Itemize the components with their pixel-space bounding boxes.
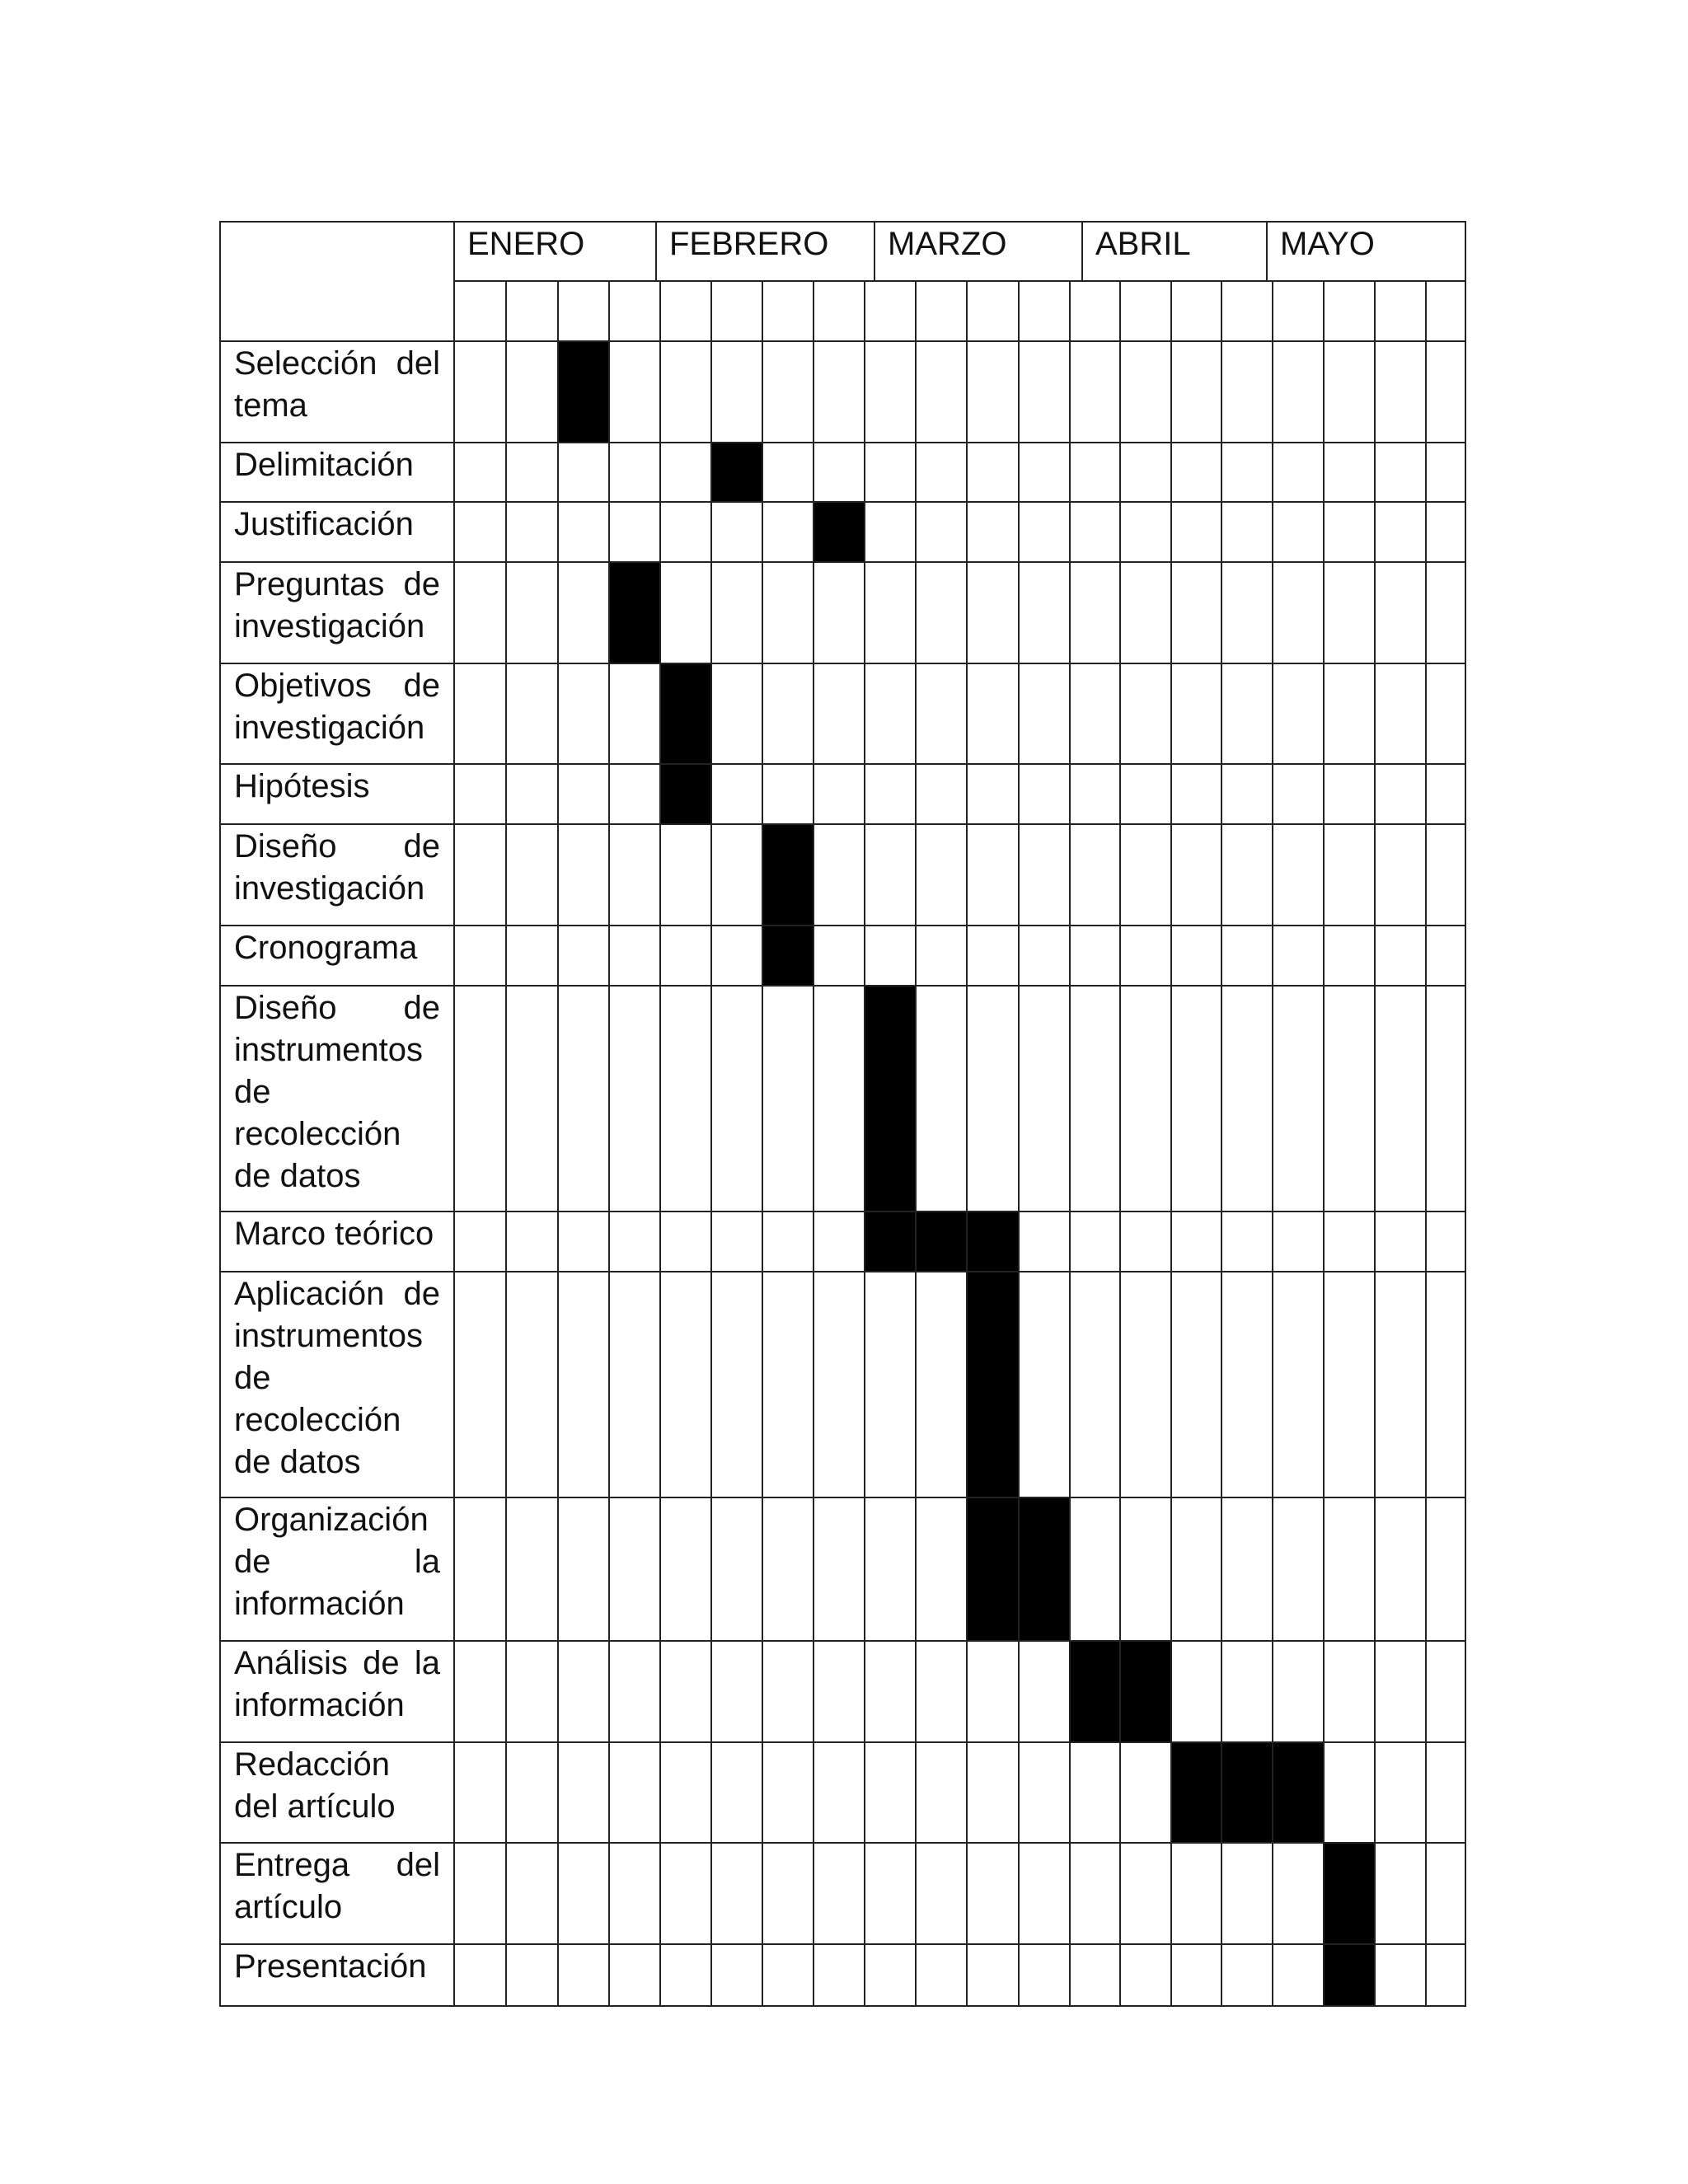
label-column-divider <box>453 221 455 2007</box>
month-divider <box>874 221 875 281</box>
month-divider <box>1266 221 1268 281</box>
task-row-line <box>219 501 1466 503</box>
header-bottom-line <box>219 340 1466 342</box>
week-column-line <box>762 281 763 2007</box>
table-border-right <box>1465 221 1466 2007</box>
month-label-febrero: FEBRERO <box>669 226 829 262</box>
gantt-bar-cell <box>865 1212 916 1272</box>
gantt-bar-cell <box>1019 1497 1070 1641</box>
task-label: Hipótesis <box>234 768 370 804</box>
task-row-line <box>219 985 1466 987</box>
week-column-line <box>710 281 712 2007</box>
week-column-line <box>1119 281 1121 2007</box>
month-label-enero: ENERO <box>467 226 585 262</box>
gantt-bar-cell <box>967 1272 1019 1497</box>
table-border-bottom <box>219 2005 1466 2007</box>
week-column-line <box>1425 281 1427 2007</box>
task-label: Preguntas de investigación <box>234 566 440 644</box>
task-label: Objetivos de investigación <box>234 668 440 746</box>
task-row-line <box>219 1842 1466 1844</box>
task-label: Organización de la información <box>234 1502 440 1622</box>
task-row-line <box>219 1943 1466 1945</box>
task-row-line <box>219 1640 1466 1642</box>
month-row-bottom-line <box>454 280 1466 282</box>
gantt-bar-cell <box>967 1212 1019 1272</box>
task-row-line <box>219 1741 1466 1743</box>
week-column-line <box>608 281 610 2007</box>
task-label: Redacción del artículo <box>234 1746 396 1825</box>
gantt-bar-cell <box>762 824 814 926</box>
gantt-bar-cell <box>1221 1742 1273 1843</box>
gantt-bar-cell <box>1171 1742 1221 1843</box>
task-label: Entrega del artículo <box>234 1847 440 1925</box>
gantt-bar-cell <box>1070 1641 1120 1742</box>
gantt-bar-cell <box>916 1212 967 1272</box>
gantt-bar-cell <box>609 562 660 663</box>
gantt-chart-table <box>219 221 1466 2007</box>
task-label: Selección del tema <box>234 345 440 424</box>
task-label: Delimitación <box>234 447 414 483</box>
task-label: Marco teórico <box>234 1216 434 1252</box>
week-column-line <box>659 281 661 2007</box>
task-row-line <box>219 561 1466 563</box>
table-border-top <box>219 221 1466 223</box>
week-column-line <box>1221 281 1222 2007</box>
week-column-line <box>557 281 559 2007</box>
gantt-bar-cell <box>1120 1641 1171 1742</box>
task-label: Diseño de investigación <box>234 828 440 907</box>
week-column-line <box>1374 281 1376 2007</box>
month-divider <box>655 221 657 281</box>
week-column-line <box>813 281 814 2007</box>
gantt-bar-cell <box>660 764 711 824</box>
gantt-bar-cell <box>558 341 609 443</box>
month-label-marzo: MARZO <box>888 226 1007 262</box>
task-row-line <box>219 663 1466 664</box>
table-border-left <box>219 221 221 2007</box>
gantt-bar-cell <box>1324 1843 1375 1944</box>
task-label: Análisis de la información <box>234 1645 440 1723</box>
task-label: Justificación <box>234 506 414 542</box>
week-column-line <box>1272 281 1273 2007</box>
gantt-bar-cell <box>865 986 916 1212</box>
task-row-line <box>219 823 1466 825</box>
task-row-line <box>219 1497 1466 1498</box>
week-column-line <box>864 281 865 2007</box>
month-label-abril: ABRIL <box>1095 226 1191 262</box>
week-column-line <box>1069 281 1071 2007</box>
task-row-line <box>219 442 1466 443</box>
gantt-bar-cell <box>967 1497 1019 1641</box>
month-divider <box>1081 221 1083 281</box>
gantt-bar-cell <box>1273 1742 1324 1843</box>
week-column-line <box>1323 281 1325 2007</box>
week-column-line <box>505 281 507 2007</box>
gantt-bar-cell <box>711 443 762 502</box>
task-row-line <box>219 1271 1466 1272</box>
week-column-line <box>1018 281 1020 2007</box>
week-column-line <box>966 281 968 2007</box>
task-label: Aplicación de instrumentos de recolección de datos <box>234 1276 440 1480</box>
week-column-line <box>1170 281 1172 2007</box>
gantt-bar-cell <box>660 663 711 764</box>
gantt-bar-cell <box>814 502 865 562</box>
task-row-line <box>219 1211 1466 1212</box>
task-row-line <box>219 925 1466 926</box>
gantt-bar-cell <box>762 926 814 986</box>
week-column-line <box>915 281 917 2007</box>
task-label: Cronograma <box>234 930 418 966</box>
task-label: Diseño de instrumentos de recolección de datos <box>234 990 440 1194</box>
gantt-bar-cell <box>1324 1944 1375 2007</box>
task-row-line <box>219 763 1466 765</box>
task-label: Presentación <box>234 1948 427 1985</box>
month-label-mayo: MAYO <box>1280 226 1375 262</box>
